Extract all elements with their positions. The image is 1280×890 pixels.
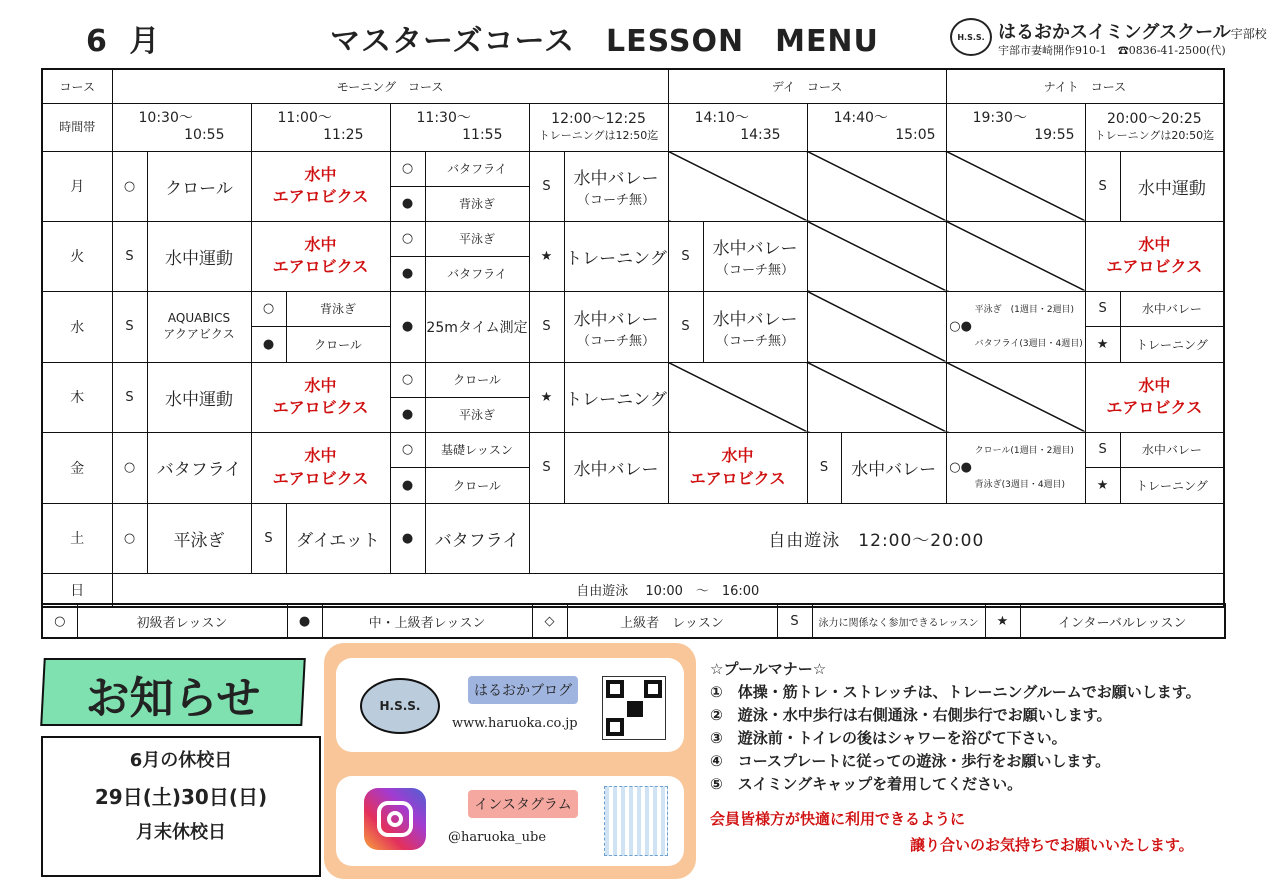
time-slot: 12:00～12:25 トレーニングは12:50迄: [529, 103, 668, 151]
no-lesson-cell: [807, 221, 946, 291]
no-lesson-cell: [668, 151, 807, 221]
level-mark: S: [668, 291, 703, 362]
lesson-cell: ダイエット: [286, 503, 390, 573]
level-mark: S: [529, 151, 564, 221]
level-mark: ★: [1085, 327, 1120, 363]
level-mark: S: [112, 362, 147, 432]
no-lesson-cell: [946, 151, 1085, 221]
instagram-icon[interactable]: [364, 788, 426, 850]
level-mark: S: [112, 221, 147, 291]
manner-item: ③ 遊泳前・トイレの後はシャワーを浴びて下さい。: [710, 729, 1067, 747]
holiday-title: 6月の休校日: [129, 750, 233, 771]
no-lesson-cell: [946, 221, 1085, 291]
level-mark: ○: [112, 432, 147, 503]
time-label: 時間帯: [42, 103, 112, 151]
lesson-cell: バタフライ: [425, 151, 529, 186]
level-mark: ●: [390, 186, 425, 221]
lesson-cell: トレーニング: [1120, 468, 1224, 504]
level-mark: ○: [390, 151, 425, 186]
lesson-cell-aerobics: 水中 エアロビクス: [668, 432, 807, 503]
lesson-cell: バタフライ: [147, 432, 251, 503]
level-mark: ○●: [949, 319, 972, 334]
day-fri: 金: [42, 432, 112, 503]
day-tue: 火: [42, 221, 112, 291]
lesson-cell: 背泳ぎ: [286, 291, 390, 327]
time-slot: 10:30～ 10:55: [112, 103, 251, 151]
free-swim-sunday: 自由遊泳 10:00 ～ 16:00: [112, 573, 1224, 607]
blog-card[interactable]: [336, 658, 684, 752]
lesson-cell: トレーニング: [564, 362, 668, 432]
legend-table: [41, 603, 1226, 639]
level-mark: ○: [390, 432, 425, 468]
month-title: 6 月: [86, 24, 166, 59]
manner-item: ④ コースプレートに従っての遊泳・歩行をお願いします。: [710, 752, 1111, 770]
lesson-cell-volley: 水中バレー （コーチ無）: [564, 291, 668, 362]
school-name: はるおかスイミングスクール宇部校: [998, 22, 1267, 43]
blog-url[interactable]: www.haruoka.co.jp: [452, 716, 578, 731]
rotating-lesson-cell: ○● クロール(1週目・2週目) 背泳ぎ(3週目・4週目): [946, 432, 1085, 503]
time-slot: 20:00～20:25 トレーニングは20:50迄: [1085, 103, 1224, 151]
lesson-cell: 25mタイム測定: [425, 291, 529, 362]
level-mark: ○: [112, 503, 147, 573]
page-title: マスターズコース LESSON MENU: [330, 24, 879, 59]
lesson-cell: トレーニング: [564, 221, 668, 291]
blog-button[interactable]: はるおかブログ: [468, 676, 578, 704]
lesson-cell: 基礎レッスン: [425, 432, 529, 468]
level-mark: ●: [390, 468, 425, 504]
lesson-cell-aerobics: 水中 エアロビクス: [1085, 221, 1224, 291]
manner-item: ⑤ スイミングキャップを着用してください。: [710, 775, 1023, 793]
level-mark: S: [529, 432, 564, 503]
pool-manners: [710, 658, 1230, 858]
lesson-cell-volley: 水中バレー （コーチ無）: [564, 151, 668, 221]
lesson-cell: 水中運動: [147, 362, 251, 432]
lesson-cell: 平泳ぎ: [147, 503, 251, 573]
lesson-cell: 水中バレー: [564, 432, 668, 503]
lesson-cell-volley: 水中バレー （コーチ無）: [703, 291, 807, 362]
lesson-cell-aerobics: 水中 エアロビクス: [251, 432, 390, 503]
course-label: コース: [42, 69, 112, 103]
lesson-cell: クロール: [425, 468, 529, 504]
time-slot: 19:30～ 19:55: [946, 103, 1085, 151]
school-branch: 宇部校: [1230, 27, 1267, 41]
instagram-card[interactable]: [336, 776, 684, 866]
time-slot: 11:00～ 11:25: [251, 103, 390, 151]
level-mark: ●: [390, 397, 425, 432]
legend-mark: ◇: [532, 604, 567, 638]
instagram-qr-code[interactable]: [604, 786, 668, 856]
instagram-handle[interactable]: @haruoka_ube: [448, 830, 547, 845]
time-slot: 11:30～ 11:55: [390, 103, 529, 151]
level-mark: S: [1085, 432, 1120, 468]
manners-title: ☆プールマナー☆: [710, 660, 827, 678]
level-mark: ●: [390, 291, 425, 362]
no-lesson-cell: [946, 362, 1085, 432]
lesson-cell-aerobics: 水中 エアロビクス: [251, 362, 390, 432]
lesson-cell: トレーニング: [1120, 327, 1224, 363]
level-mark: S: [251, 503, 286, 573]
level-mark: ○: [112, 151, 147, 221]
lesson-cell: クロール: [286, 327, 390, 363]
night-course-header: ナイト コース: [946, 69, 1224, 103]
no-lesson-cell: [807, 291, 946, 362]
level-mark: ○: [390, 362, 425, 397]
page-header: [0, 0, 1280, 68]
level-mark: S: [112, 291, 147, 362]
level-mark: ★: [1085, 468, 1120, 504]
lesson-cell-aerobics: 水中 エアロビクス: [251, 151, 390, 221]
day-sun: 日: [42, 573, 112, 607]
sns-panel: [324, 643, 696, 879]
lesson-cell-aerobics: 水中 エアロビクス: [251, 221, 390, 291]
holiday-box: [41, 736, 321, 877]
manner-item: ① 体操・筋トレ・ストレッチは、トレーニングルームでお願いします。: [710, 683, 1201, 701]
legend-intermediate: 中・上級者レッスン: [322, 604, 532, 638]
lesson-cell-aquabics: AQUABICS アクアビクス: [147, 291, 251, 362]
notice-title: お知らせ: [85, 673, 261, 724]
lesson-cell-volley: 水中バレー （コーチ無）: [703, 221, 807, 291]
lesson-cell-aerobics: 水中 エアロビクス: [1085, 362, 1224, 432]
manner-item: ② 遊泳・水中歩行は右側通泳・右側歩行でお願いします。: [710, 706, 1112, 724]
lesson-cell: 平泳ぎ: [425, 397, 529, 432]
no-lesson-cell: [807, 362, 946, 432]
morning-course-header: モーニング コース: [112, 69, 668, 103]
lesson-schedule-table: [41, 68, 1225, 608]
legend-mark: ★: [985, 604, 1020, 638]
lesson-cell: バタフライ: [425, 256, 529, 291]
month-end-holiday: 月末休校日: [136, 822, 226, 843]
level-mark: ●: [390, 256, 425, 291]
rotating-lesson-cell: ○● 平泳ぎ (1週目・2週目) バタフライ(3週目・4週目): [946, 291, 1085, 362]
blog-qr-code[interactable]: [602, 676, 666, 740]
lesson-cell: 水中バレー: [1120, 291, 1224, 327]
lesson-cell: 水中運動: [1120, 151, 1224, 221]
lesson-cell: 水中バレー: [1120, 432, 1224, 468]
free-swim-saturday: 自由遊泳 12:00～20:00: [529, 503, 1224, 573]
level-mark: ○: [390, 221, 425, 256]
manners-footer: 会員皆様方が快適に利用できるように 譲り合いのお気持ちでお願いいたします。: [710, 810, 1194, 854]
lesson-cell: 平泳ぎ: [425, 221, 529, 256]
level-mark: ○: [251, 291, 286, 327]
school-address: 宇部市妻崎開作910-1 ☎0836-41-2500(代): [998, 44, 1226, 57]
level-mark: ★: [529, 221, 564, 291]
level-mark: ★: [529, 362, 564, 432]
legend-any-level: 泳力に関係なく参加できるレッスン: [812, 604, 985, 638]
school-logo: H.S.S.: [950, 18, 992, 56]
level-mark: S: [668, 221, 703, 291]
legend-mark: ●: [287, 604, 322, 638]
day-thu: 木: [42, 362, 112, 432]
day-wed: 水: [42, 291, 112, 362]
level-mark: S: [808, 433, 842, 503]
legend-interval: インターバルレッスン: [1020, 604, 1225, 638]
holiday-dates: 29日(土)30日(日): [94, 785, 268, 809]
level-mark: S: [1085, 151, 1120, 221]
day-mon: 月: [42, 151, 112, 221]
instagram-button[interactable]: インスタグラム: [468, 790, 578, 818]
lesson-cell: 背泳ぎ: [425, 186, 529, 221]
lesson-cell: クロール: [425, 362, 529, 397]
time-slot: 14:10～ 14:35: [668, 103, 807, 151]
day-course-header: デイ コース: [668, 69, 946, 103]
level-mark: S: [1085, 291, 1120, 327]
level-mark: S: [529, 291, 564, 362]
level-mark: ○●: [949, 460, 972, 475]
legend-mark: S: [777, 604, 812, 638]
lesson-cell-volley-s: S 水中バレー: [807, 432, 946, 503]
legend-beginner: 初級者レッスン: [77, 604, 287, 638]
lesson-cell: 水中運動: [147, 221, 251, 291]
legend-mark: ○: [42, 604, 77, 638]
legend-advanced: 上級者 レッスン: [567, 604, 777, 638]
day-sat: 土: [42, 503, 112, 573]
school-logo: H.S.S.: [360, 678, 440, 734]
no-lesson-cell: [807, 151, 946, 221]
level-mark: ●: [251, 327, 286, 363]
level-mark: ●: [390, 503, 425, 573]
lesson-cell: クロール: [147, 151, 251, 221]
time-slot: 14:40～ 15:05: [807, 103, 946, 151]
lesson-cell: バタフライ: [425, 503, 529, 573]
notice-banner: [42, 658, 304, 726]
no-lesson-cell: [668, 362, 807, 432]
